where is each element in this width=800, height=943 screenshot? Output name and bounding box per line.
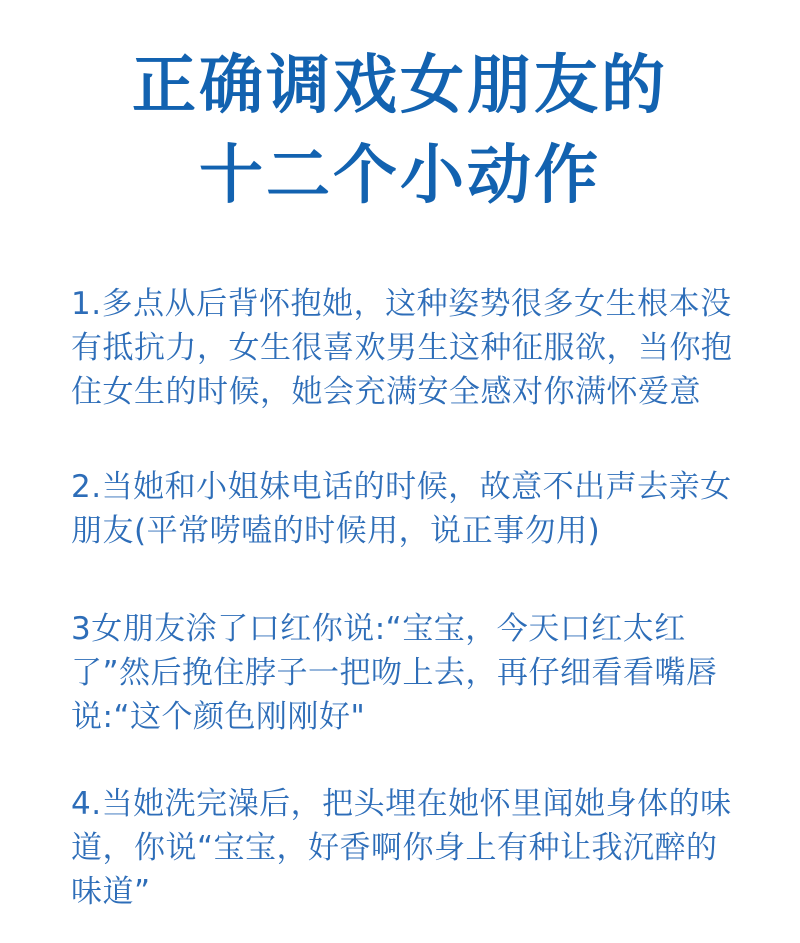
poster-title-line-2: 十二个小动作 xyxy=(199,139,601,213)
tip-item-4: 4.当她洗完澡后，把头埋在她怀里闻她身体的味道，你说“宝宝，好香啊你身上有种让我沉醉的味道” xyxy=(71,786,732,910)
poster-title-line-1: 正确调戏女朋友的 xyxy=(132,49,668,123)
tip-item-3: 3女朋友涂了口红你说:“宝宝，今天口红太红了”然后挽住脖子一把吻上去，再仔细看看嘴唇说:“这个颜色刚刚好" xyxy=(71,611,718,735)
tip-item-2: 2.当她和小姐妹电话的时候，故意不出声去亲女朋友(平常唠嗑的时候用，说正事勿用) xyxy=(71,469,732,549)
tip-item-1: 1.多点从后背怀抱她，这种姿势很多女生根本没有抵抗力，女生很喜欢男生这种征服欲，当你抱住女生的时候，她会充满安全感对你满怀爱意 xyxy=(71,286,733,410)
